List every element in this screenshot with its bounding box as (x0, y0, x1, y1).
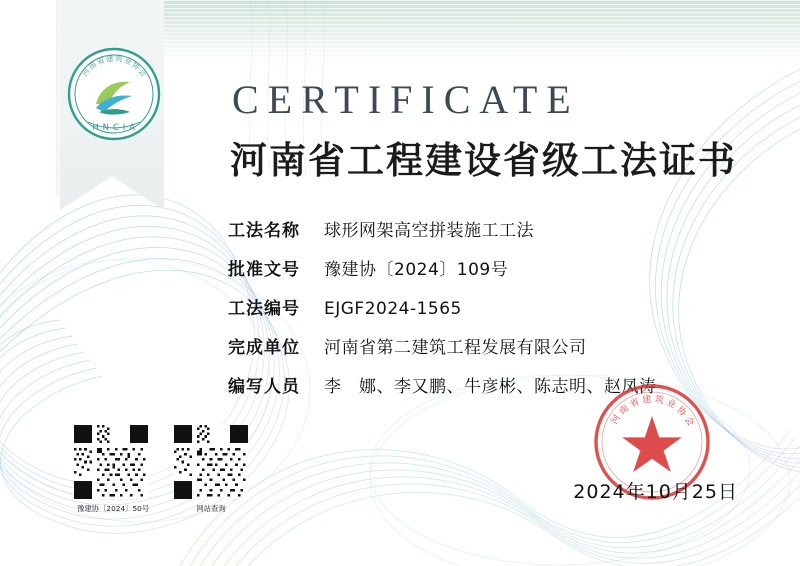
svg-text:河: 河 (609, 413, 624, 427)
field-row (228, 216, 768, 241)
svg-text:业: 业 (664, 398, 678, 412)
svg-text:会: 会 (682, 415, 696, 429)
field-value: 球形网架高空拼装施工工法 (324, 221, 534, 241)
field-row (228, 294, 768, 319)
svg-text:南: 南 (86, 59, 99, 72)
svg-text:协: 协 (130, 60, 142, 72)
qr-code-group (74, 425, 248, 514)
field-value: 豫建协〔2024〕109号 (324, 260, 509, 280)
qr-code-icon[interactable] (74, 425, 148, 499)
svg-text:协: 协 (674, 405, 688, 419)
field-label: 工法编号 (228, 299, 300, 319)
qr-code-caption: 豫建协〔2024〕50号 (76, 504, 150, 513)
svg-text:建: 建 (105, 53, 114, 64)
qr-code-item[interactable] (74, 425, 148, 514)
field-value: 河南省第二建筑工程发展有限公司 (324, 338, 587, 358)
svg-text:省: 省 (628, 397, 642, 411)
top-band-texture (150, 0, 800, 62)
svg-text:河: 河 (80, 66, 92, 78)
svg-text:省: 省 (95, 55, 106, 67)
certificate-title-english: CERTIFICATE (232, 77, 580, 122)
svg-text:业: 业 (122, 55, 134, 67)
issue-date: 2024年10月25日 (573, 481, 738, 503)
certificate-title-chinese: 河南省工程建设省级工法证书 (230, 139, 737, 182)
qr-code-item[interactable] (174, 425, 248, 514)
field-row (228, 255, 768, 280)
svg-text:会: 会 (136, 66, 149, 79)
svg-text:筑: 筑 (114, 53, 124, 64)
top-gradient-band (150, 0, 800, 62)
qr-code-icon[interactable] (174, 425, 248, 499)
qr-code-caption: 网站查询 (196, 504, 226, 513)
field-label: 编写人员 (228, 377, 300, 397)
field-label: 工法名称 (228, 221, 300, 241)
svg-text:筑: 筑 (653, 394, 665, 407)
field-value: EJGF2024-1565 (324, 299, 462, 319)
field-label: 批准文号 (228, 260, 300, 280)
svg-text:建: 建 (641, 394, 652, 406)
svg-text:H N C I A: H N C I A (92, 123, 136, 133)
field-row (228, 333, 768, 358)
svg-text:南: 南 (617, 403, 632, 418)
field-label: 完成单位 (228, 338, 300, 358)
field-value: 李 娜、李又鹏、牛彦彬、陈志明、赵凤涛 (324, 377, 657, 397)
association-emblem-icon (66, 46, 162, 142)
